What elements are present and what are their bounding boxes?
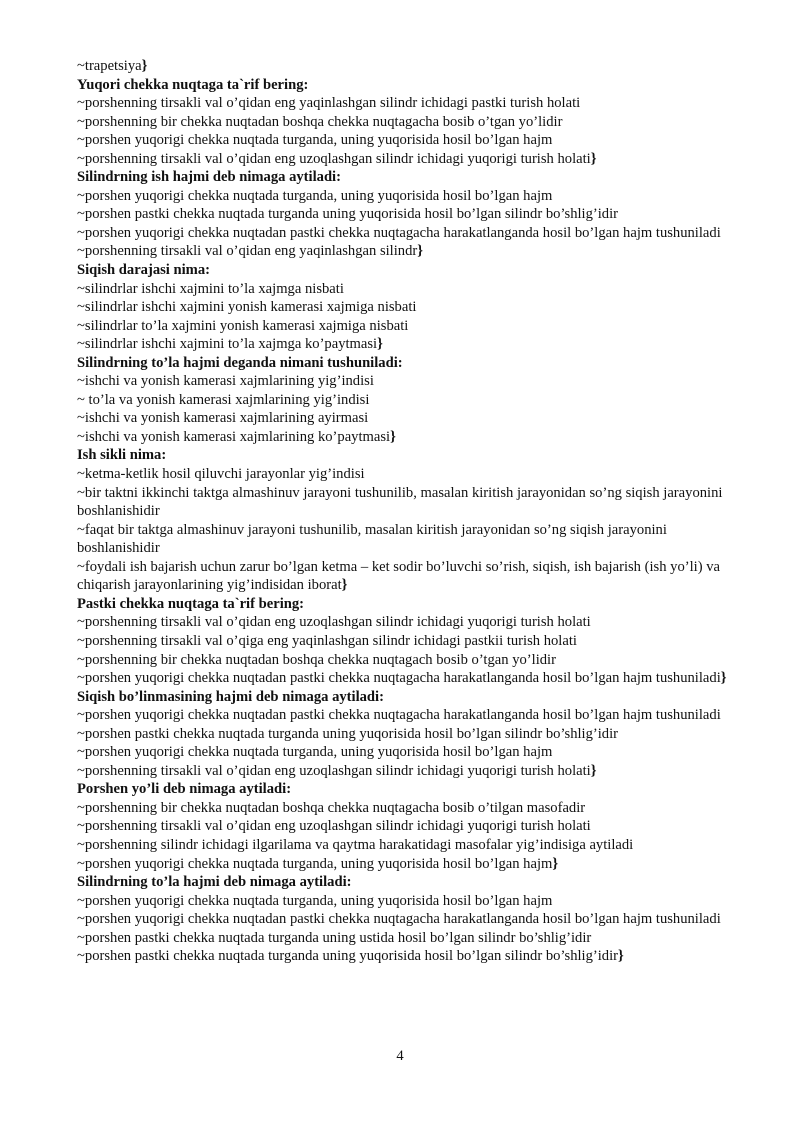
option-text: ~ to’la va yonish kamerasi xajmlarining yig’indisi xyxy=(77,391,370,408)
option-text: ~porshen yuqorigi chekka nuqtada turganda, uning yuqorisida hosil bo’lgan hajm xyxy=(77,187,553,204)
option-text: ~porshenning bir chekka nuqtadan boshqa chekka nuqtagacha bosib o’tgan yo’lidir xyxy=(77,113,563,130)
answer-option xyxy=(77,632,727,651)
answer-option xyxy=(77,57,727,76)
answer-option xyxy=(77,855,727,874)
answer-option xyxy=(77,817,727,836)
option-text: ~porshenning tirsakli val o’qidan eng uzoqlashgan silindr ichidagi yuqorigi turish holati xyxy=(77,614,591,631)
answer-option xyxy=(77,613,727,632)
question-heading xyxy=(77,688,727,707)
option-text: ~porshen yuqorigi chekka nuqtada turganda, uning yuqorisida hosil bo’lgan hajm xyxy=(77,892,553,909)
option-text: ~porshenning tirsakli val o’qidan eng uzoqlashgan silindr ichidagi yuqorigi turish holati xyxy=(77,762,591,779)
document-body xyxy=(77,57,727,966)
question-heading xyxy=(77,446,727,465)
option-text: ~silindrlar ishchi xajmini to’la xajmga ko’paytmasi xyxy=(77,336,378,353)
answer-option xyxy=(77,558,727,595)
option-text: ~porshen pastki chekka nuqtada turganda uning ustida hosil bo’lgan silindr bo’shlig’idir xyxy=(77,929,592,946)
option-text: ~porshen yuqorigi chekka nuqtadan pastki chekka nuqtagacha harakatlanganda hosil bo’lgan hajm tushuniladi xyxy=(77,670,721,687)
answer-option xyxy=(77,187,727,206)
answer-option xyxy=(77,706,727,725)
option-text: ~porshenning tirsakli val o’qidan eng uzoqlashgan silindr ichidagi yuqorigi turish holati xyxy=(77,818,591,835)
answer-option xyxy=(77,242,727,261)
answer-option xyxy=(77,762,727,781)
option-text: ~porshenning bir chekka nuqtadan boshqa chekka nuqtagach bosib o’tgan yo’lidir xyxy=(77,651,556,668)
option-text: ~silindrlar to’la xajmini yonish kamerasi xajmiga nisbati xyxy=(77,317,409,334)
answer-option xyxy=(77,929,727,948)
page-number: 4 xyxy=(396,1048,404,1064)
closing-brace: } xyxy=(618,948,624,965)
question-heading xyxy=(77,261,727,280)
option-text: ~porshen pastki chekka nuqtada turganda uning yuqorisida hosil bo’lgan silindr bo’shlig’idir xyxy=(77,725,619,742)
answer-option xyxy=(77,669,727,688)
closing-brace: } xyxy=(720,670,727,687)
question-heading xyxy=(77,76,727,95)
closing-brace: } xyxy=(341,577,348,594)
option-text: ~porshen yuqorigi chekka nuqtada turganda, uning yuqorisida hosil bo’lgan hajm xyxy=(77,132,553,149)
answer-option xyxy=(77,409,727,428)
question-heading xyxy=(77,780,727,799)
answer-option xyxy=(77,391,727,410)
option-text: ~porshenning silindr ichidagi ilgarilama va qaytma harakatidagi masofalar yig’indisiga aytiladi xyxy=(77,836,634,853)
answer-option xyxy=(77,94,727,113)
option-text: ~porshen yuqorigi chekka nuqtadan pastki chekka nuqtagacha harakatlanganda hosil bo’lgan hajm tushuniladi xyxy=(77,224,721,241)
answer-option xyxy=(77,131,727,150)
answer-option xyxy=(77,910,727,929)
option-text: ~porshenning tirsakli val o’qiga eng yaqinlashgan silindr ichidagi pastkii turish holati xyxy=(77,632,577,649)
question-text: Porshen yo’li deb nimaga aytiladi: xyxy=(77,781,292,798)
closing-brace: } xyxy=(552,855,559,872)
answer-option xyxy=(77,651,727,670)
option-text: ~porshen yuqorigi chekka nuqtadan pastki chekka nuqtagacha harakatlanganda hosil bo’lgan hajm tushuniladi xyxy=(77,707,721,724)
option-text: ~porshen yuqorigi chekka nuqtada turganda, uning yuqorisida hosil bo’lgan hajm xyxy=(77,744,553,761)
question-heading xyxy=(77,354,727,373)
answer-option xyxy=(77,725,727,744)
answer-option xyxy=(77,428,727,447)
question-heading xyxy=(77,595,727,614)
answer-option xyxy=(77,484,727,521)
answer-option xyxy=(77,836,727,855)
option-text: ~porshen pastki chekka nuqtada turganda uning yuqorisida hosil bo’lgan silindr bo’shlig’idir xyxy=(77,206,619,223)
closing-brace: } xyxy=(377,336,383,353)
option-text: ~porshen yuqorigi chekka nuqtada turganda, uning yuqorisida hosil bo’lgan hajm xyxy=(77,855,553,872)
closing-brace: } xyxy=(417,243,424,260)
option-text: ~porshenning tirsakli val o’qidan eng uzoqlashgan silindr ichidagi yuqorigi turish holati xyxy=(77,150,591,167)
option-text: ~porshen pastki chekka nuqtada turganda uning yuqorisida hosil bo’lgan silindr bo’shlig’idir xyxy=(77,948,619,965)
question-text: Siqish bo’linmasining hajmi deb nimaga aytiladi: xyxy=(77,688,384,705)
answer-option xyxy=(77,113,727,132)
question-text: Yuqori chekka nuqtaga ta`rif bering: xyxy=(77,76,309,93)
closing-brace: } xyxy=(590,762,597,779)
question-text: Silindrning to’la hajmi deganda nimani tushuniladi: xyxy=(77,354,403,371)
answer-option xyxy=(77,372,727,391)
closing-brace: } xyxy=(590,150,597,167)
answer-option xyxy=(77,799,727,818)
answer-option xyxy=(77,947,727,966)
answer-option xyxy=(77,335,727,354)
answer-option xyxy=(77,224,727,243)
option-text: ~ishchi va yonish kamerasi xajmlarining yig’indisi xyxy=(77,373,374,390)
answer-option xyxy=(77,280,727,299)
option-text: ~ketma-ketlik hosil qiluvchi jarayonlar yig’indisi xyxy=(77,466,365,483)
option-text: ~ishchi va yonish kamerasi xajmlarining ko’paytmasi xyxy=(77,428,391,445)
question-text: Siqish darajasi nima: xyxy=(77,262,210,279)
option-text: ~silindrlar ishchi xajmini yonish kamerasi xajmiga nisbati xyxy=(77,299,417,316)
option-text: ~ishchi va yonish kamerasi xajmlarining ayirmasi xyxy=(77,410,369,427)
question-text: Pastki chekka nuqtaga ta`rif bering: xyxy=(77,595,305,612)
answer-option xyxy=(77,205,727,224)
option-text: ~foydali ish bajarish uchun zarur bo’lgan ketma – ket sodir bo’luvchi so’rish, siqish, ish bajarish (ish yo’li) va chiqarish jarayonlarining yig’indisidan iborat xyxy=(77,558,721,594)
question-text: Silindrning to’la hajmi deb nimaga aytiladi: xyxy=(77,874,352,891)
option-text: ~porshen yuqorigi chekka nuqtadan pastki chekka nuqtagacha harakatlanganda hosil bo’lgan hajm tushuniladi xyxy=(77,911,721,928)
closing-brace: } xyxy=(141,58,148,74)
answer-option xyxy=(77,521,727,558)
closing-brace: } xyxy=(390,428,396,445)
answer-option xyxy=(77,465,727,484)
option-text: ~faqat bir taktga almashinuv jarayoni tushunilib, masalan kiritish jarayonidan so’ng siqish jarayonini boshlanishidir xyxy=(77,521,667,557)
answer-option xyxy=(77,317,727,336)
question-text: Ish sikli nima: xyxy=(77,447,167,464)
question-text: Silindrning ish hajmi deb nimaga aytiladi: xyxy=(77,169,341,186)
answer-option xyxy=(77,298,727,317)
answer-option xyxy=(77,892,727,911)
option-text: ~silindrlar ishchi xajmini to’la xajmga nisbati xyxy=(77,280,344,297)
answer-option xyxy=(77,150,727,169)
question-heading xyxy=(77,168,727,187)
answer-option xyxy=(77,743,727,762)
option-text: ~porshenning tirsakli val o’qidan eng yaqinlashgan silindr xyxy=(77,243,418,260)
option-text: ~bir taktni ikkinchi taktga almashinuv jarayoni tushunilib, masalan kiritish jarayonidan so’ng siqish jarayonini boshlanishidir xyxy=(77,484,723,520)
option-text: ~porshenning bir chekka nuqtadan boshqa chekka nuqtagacha bosib o’tilgan masofadir xyxy=(77,799,586,816)
question-heading xyxy=(77,873,727,892)
option-text: ~trapetsiya xyxy=(77,58,142,74)
option-text: ~porshenning tirsakli val o’qidan eng yaqinlashgan silindr ichidagi pastki turish holati xyxy=(77,95,581,112)
